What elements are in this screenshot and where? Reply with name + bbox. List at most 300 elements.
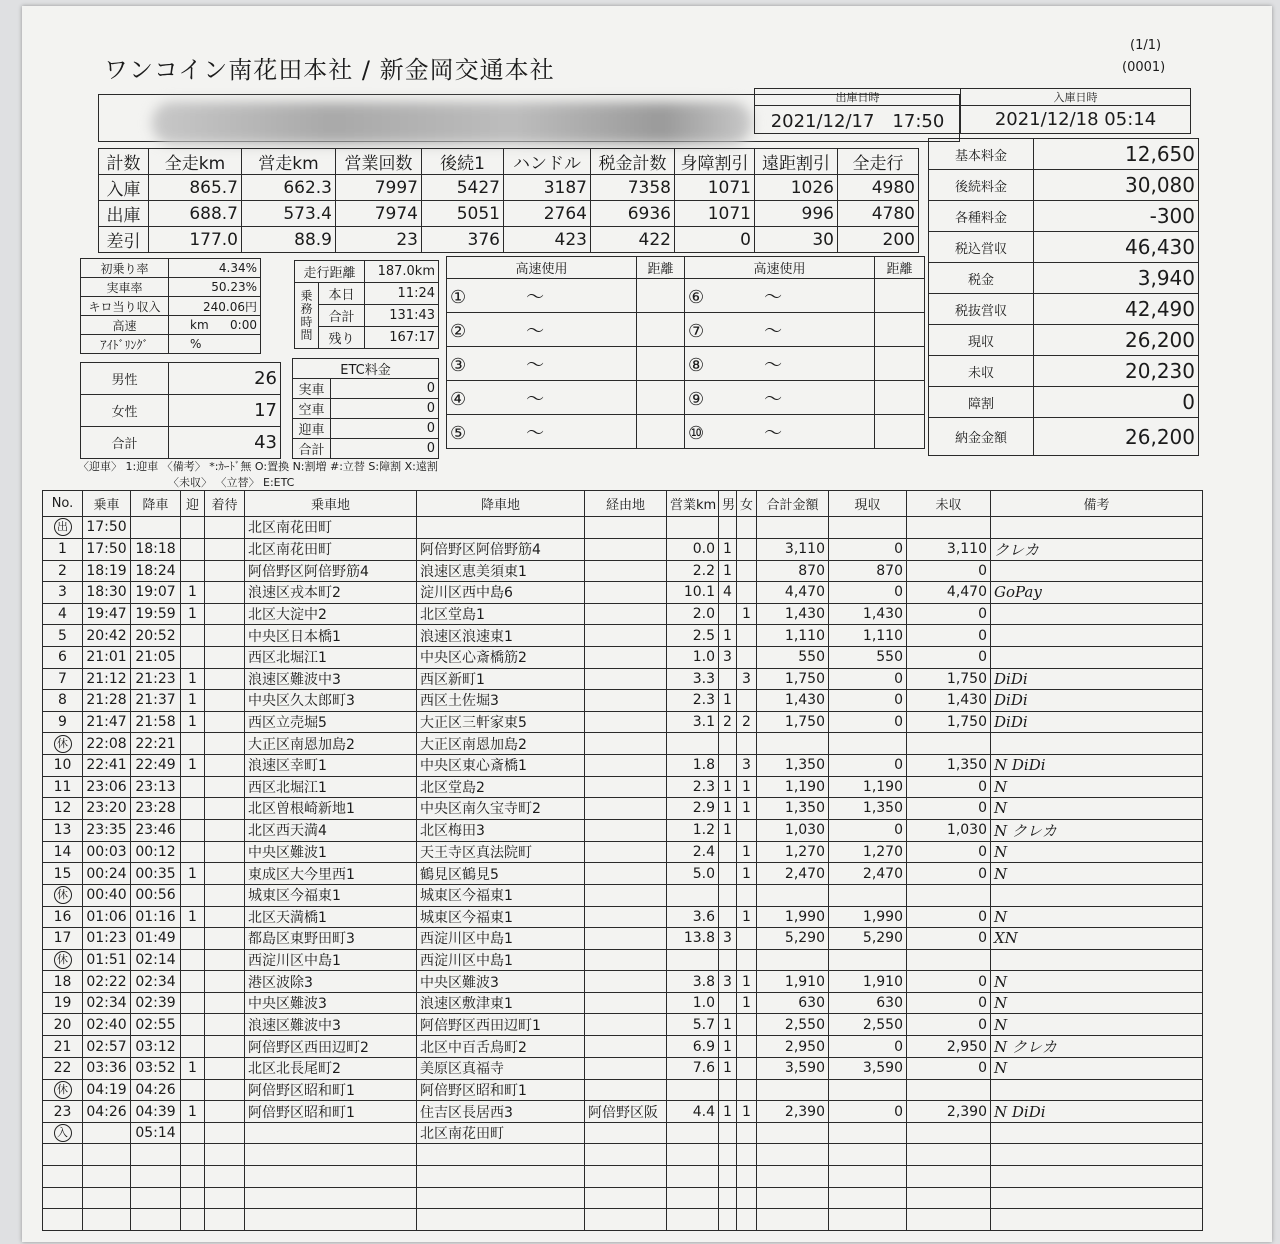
meter-cell: 688.7 <box>149 201 242 227</box>
trip-cell: 22:49 <box>131 754 181 776</box>
trip-cell <box>991 1166 1203 1188</box>
trip-cell <box>205 1144 245 1166</box>
trip-cell: 1,750 <box>907 668 991 690</box>
meter-header: 遠距割引 <box>755 149 838 175</box>
meter-row <box>99 175 919 201</box>
trip-cell <box>585 646 667 668</box>
rate-row <box>81 335 261 354</box>
trip-cell: 浪速区戎本町2 <box>245 582 417 604</box>
trip-cell: 中央区難波3 <box>245 992 417 1014</box>
remark-text: N クレカ <box>994 1038 1057 1057</box>
trip-cell <box>181 928 205 950</box>
rate-row <box>81 278 261 297</box>
highway-distance <box>637 347 685 381</box>
duty-row-label: 本日 <box>319 283 365 305</box>
meter-cell: 7358 <box>591 175 675 201</box>
trip-cell: 8 <box>43 690 83 712</box>
trip-cell <box>585 819 667 841</box>
trip-cell <box>417 1187 585 1209</box>
trip-cell: 23 <box>43 1101 83 1123</box>
trip-cell: 02:34 <box>83 992 131 1014</box>
fee-row <box>929 263 1199 294</box>
trip-cell: 北区梅田3 <box>417 819 585 841</box>
trip-cell <box>585 754 667 776</box>
trip-row <box>43 538 1203 560</box>
trip-cell: 3.8 <box>667 971 719 993</box>
trip-cell <box>991 603 1203 625</box>
trip-row <box>43 517 1203 539</box>
fee-row <box>929 356 1199 387</box>
trip-cell: 中央区南久宝寺町2 <box>417 798 585 820</box>
drive-time-table <box>294 260 439 349</box>
trip-cell: 西区新町1 <box>417 668 585 690</box>
trip-cell <box>205 1187 245 1209</box>
rate-number: 50.23% <box>211 280 257 294</box>
trip-cell <box>181 1144 205 1166</box>
circled-marker: 休 <box>54 735 72 753</box>
trip-cell: 23:46 <box>131 819 181 841</box>
trip-cell <box>585 906 667 928</box>
gender-row <box>81 363 281 395</box>
trip-cell: 1,110 <box>757 625 829 647</box>
trip-cell: 3.1 <box>667 711 719 733</box>
trip-cell <box>205 863 245 885</box>
trip-cell <box>907 1209 991 1231</box>
trip-cell <box>757 1209 829 1231</box>
trip-cell <box>43 1122 83 1144</box>
trip-cell <box>907 733 991 755</box>
trip-row <box>43 1079 1203 1101</box>
trip-cell: 1 <box>719 1101 737 1123</box>
trip-cell: 0 <box>907 906 991 928</box>
trip-row <box>43 1122 1203 1144</box>
trip-cell: 00:56 <box>131 884 181 906</box>
trip-cell: 阿倍野区昭和町1 <box>417 1079 585 1101</box>
trip-cell: 1 <box>737 841 757 863</box>
highway-slot <box>685 313 875 347</box>
trip-cell: 1 <box>181 603 205 625</box>
trip-cell: 7 <box>43 668 83 690</box>
trip-row <box>43 798 1203 820</box>
trip-cell: 0 <box>907 841 991 863</box>
trip-cell: 0 <box>829 711 907 733</box>
trip-cell <box>719 1122 737 1144</box>
trip-cell: 1 <box>719 819 737 841</box>
page-number: (1/1) <box>1130 38 1162 53</box>
trip-row <box>43 949 1203 971</box>
trip-cell <box>991 1144 1203 1166</box>
trip-cell: 1,030 <box>907 819 991 841</box>
trip-cell: 19:07 <box>131 582 181 604</box>
trip-cell <box>43 1166 83 1188</box>
trip-cell <box>991 1079 1203 1101</box>
trip-cell: 13 <box>43 819 83 841</box>
remark-text: N DiDi <box>994 1102 1046 1121</box>
trip-cell: 0 <box>907 625 991 647</box>
return-datetime: 2021/12/18 05:14 <box>961 106 1191 134</box>
trip-cell: 23:13 <box>131 776 181 798</box>
rate-value <box>169 316 261 335</box>
trip-cell: 2,470 <box>757 863 829 885</box>
trip-cell <box>991 863 1203 885</box>
trip-cell: 中央区久太郎町3 <box>245 690 417 712</box>
trip-row <box>43 1014 1203 1036</box>
highway-slot <box>447 313 637 347</box>
trip-cell <box>585 582 667 604</box>
trip-cell: 1 <box>719 1014 737 1036</box>
trip-cell <box>205 798 245 820</box>
trip-cell: 5 <box>43 625 83 647</box>
etc-row <box>293 379 439 399</box>
fee-value: 26,200 <box>1034 418 1199 456</box>
meter-cell: 23 <box>336 227 422 253</box>
trip-cell <box>205 690 245 712</box>
trip-cell <box>205 819 245 841</box>
trip-cell: 1,430 <box>757 690 829 712</box>
trip-cell: 1.8 <box>667 754 719 776</box>
trip-row <box>43 646 1203 668</box>
trip-cell: 21:37 <box>131 690 181 712</box>
etc-row <box>293 419 439 439</box>
trip-cell <box>719 603 737 625</box>
highway-tilde: ～ <box>526 354 545 376</box>
trip-cell <box>667 1144 719 1166</box>
trip-cell: 西区北堀江1 <box>245 776 417 798</box>
remark-text: N <box>994 843 1008 862</box>
trip-cell: 18 <box>43 971 83 993</box>
trip-cell: 浪速区浪速東1 <box>417 625 585 647</box>
trip-cell: 阿倍野区昭和町1 <box>245 1079 417 1101</box>
trip-cell: 0 <box>907 928 991 950</box>
trip-cell <box>205 841 245 863</box>
trip-cell <box>737 884 757 906</box>
trip-cell: 北区南花田町 <box>245 538 417 560</box>
trip-cell <box>181 1166 205 1188</box>
trip-cell: 1 <box>719 1036 737 1058</box>
trip-row <box>43 754 1203 776</box>
trip-cell <box>585 1014 667 1036</box>
trip-cell: 2,950 <box>907 1036 991 1058</box>
trip-cell <box>245 1166 417 1188</box>
trip-cell <box>667 949 719 971</box>
trip-cell <box>205 668 245 690</box>
fee-value: 42,490 <box>1034 294 1199 325</box>
trip-cell: 21:23 <box>131 668 181 690</box>
trip-cell <box>205 992 245 1014</box>
trip-cell <box>757 733 829 755</box>
trip-cell <box>585 992 667 1014</box>
trip-cell: 0.0 <box>667 538 719 560</box>
meter-header-row <box>99 149 919 175</box>
trip-cell <box>757 1079 829 1101</box>
circled-marker: 入 <box>54 1124 72 1142</box>
trip-cell <box>43 1079 83 1101</box>
meter-cell: 996 <box>755 201 838 227</box>
trip-cell: 00:40 <box>83 884 131 906</box>
trip-row <box>43 668 1203 690</box>
trip-cell <box>991 582 1203 604</box>
trip-column-header: 男 <box>719 491 737 517</box>
trip-cell <box>829 733 907 755</box>
trip-cell <box>667 1122 719 1144</box>
trip-cell <box>585 668 667 690</box>
trip-cell: 1,190 <box>829 776 907 798</box>
highway-use-label: 高速使用 <box>447 257 637 279</box>
trip-cell: 3 <box>719 971 737 993</box>
trip-cell: 18:18 <box>131 538 181 560</box>
trip-cell: 北区北長尾町2 <box>245 1058 417 1080</box>
fee-label: 障割 <box>929 387 1034 418</box>
trip-cell <box>757 1166 829 1188</box>
trip-cell: 1,350 <box>757 754 829 776</box>
trip-row <box>43 971 1203 993</box>
highway-distance <box>875 415 925 449</box>
fee-value: 20,230 <box>1034 356 1199 387</box>
trip-cell: 1 <box>181 906 205 928</box>
trip-cell <box>205 560 245 582</box>
trip-column-header: 降車地 <box>417 491 585 517</box>
trip-cell: 鶴見区鶴見5 <box>417 863 585 885</box>
trip-cell: 16 <box>43 906 83 928</box>
trip-cell: 5.0 <box>667 863 719 885</box>
rate-label: 初乗り率 <box>81 259 169 278</box>
trip-row <box>43 819 1203 841</box>
trip-cell: 1,910 <box>829 971 907 993</box>
trip-row-empty <box>43 1144 1203 1166</box>
trip-cell: 0 <box>907 560 991 582</box>
trip-cell: 17:50 <box>83 517 131 539</box>
trip-cell <box>907 1144 991 1166</box>
trip-cell <box>205 884 245 906</box>
trip-cell: 3 <box>719 646 737 668</box>
trip-cell: 0 <box>907 1058 991 1080</box>
trip-cell: 1,190 <box>757 776 829 798</box>
trip-cell: 西区北堀江1 <box>245 646 417 668</box>
trip-cell <box>757 884 829 906</box>
trip-cell <box>737 949 757 971</box>
trip-cell: 20:42 <box>83 625 131 647</box>
trip-cell: 1 <box>181 711 205 733</box>
meter-header: ハンドル <box>504 149 591 175</box>
gender-count: 17 <box>169 395 281 427</box>
trip-cell <box>205 754 245 776</box>
trip-cell <box>181 884 205 906</box>
trip-cell: 11 <box>43 776 83 798</box>
meter-row <box>99 201 919 227</box>
trip-cell: 浪速区難波中3 <box>245 1014 417 1036</box>
circled-marker: 休 <box>54 1081 72 1099</box>
trip-cell <box>667 733 719 755</box>
trip-cell: 阿倍野区西田辺町1 <box>417 1014 585 1036</box>
trip-cell <box>991 690 1203 712</box>
meter-cell: 573.4 <box>242 201 336 227</box>
remark-text: N クレカ <box>994 821 1057 840</box>
datetime-table <box>754 88 1191 134</box>
trip-cell <box>585 863 667 885</box>
trip-cell: 0 <box>907 863 991 885</box>
trip-cell: 4 <box>43 603 83 625</box>
trip-cell: 1 <box>737 863 757 885</box>
trip-cell <box>43 1187 83 1209</box>
trip-cell: 2,390 <box>757 1101 829 1123</box>
etc-value: 0 <box>331 439 439 459</box>
highway-distance <box>875 381 925 415</box>
trip-cell: 03:36 <box>83 1058 131 1080</box>
trip-cell <box>991 560 1203 582</box>
trip-cell: 1 <box>181 690 205 712</box>
trip-cell <box>181 1036 205 1058</box>
trip-cell: 都島区東野田町3 <box>245 928 417 950</box>
fee-label: 後続料金 <box>929 170 1034 201</box>
trip-cell <box>205 776 245 798</box>
trip-column-header: 女 <box>737 491 757 517</box>
meter-cell: 5427 <box>422 175 504 201</box>
fee-value: 46,430 <box>1034 232 1199 263</box>
trip-cell: 北区中百舌鳥町2 <box>417 1036 585 1058</box>
trip-cell: 1,990 <box>829 906 907 928</box>
trip-cell <box>417 1144 585 1166</box>
trip-cell: 870 <box>757 560 829 582</box>
trip-cell <box>991 1187 1203 1209</box>
trip-cell: 1 <box>181 582 205 604</box>
trip-cell <box>205 1209 245 1231</box>
trip-cell <box>907 1166 991 1188</box>
trip-column-header: 降車 <box>131 491 181 517</box>
trip-cell <box>991 819 1203 841</box>
highway-slot-number: ⑩ <box>688 422 705 444</box>
trip-cell <box>907 1079 991 1101</box>
trip-cell <box>205 928 245 950</box>
trip-cell: 0 <box>829 1036 907 1058</box>
trip-cell <box>585 949 667 971</box>
trip-cell: 4,470 <box>907 582 991 604</box>
trip-cell <box>181 971 205 993</box>
trip-cell: 4.4 <box>667 1101 719 1123</box>
trip-cell <box>585 884 667 906</box>
rate-number: 240.06円 <box>203 299 257 314</box>
trip-cell <box>667 884 719 906</box>
trip-cell <box>181 1209 205 1231</box>
trip-cell <box>181 841 205 863</box>
trip-cell <box>181 1014 205 1036</box>
trip-column-header: 経由地 <box>585 491 667 517</box>
trip-cell: 1,430 <box>757 603 829 625</box>
trip-row <box>43 733 1203 755</box>
trip-cell: 01:51 <box>83 949 131 971</box>
trip-cell: 2.0 <box>667 603 719 625</box>
trip-cell <box>829 1209 907 1231</box>
duty-row-label: 残り <box>319 327 365 349</box>
fee-row <box>929 387 1199 418</box>
trip-cell <box>667 1187 719 1209</box>
trip-cell: 東成区大今里西1 <box>245 863 417 885</box>
trip-cell <box>205 1166 245 1188</box>
highway-slot <box>685 279 875 313</box>
trip-cell <box>737 517 757 539</box>
trip-cell: 3 <box>737 668 757 690</box>
etc-label: 合計 <box>293 439 331 459</box>
trip-cell: 19:47 <box>83 603 131 625</box>
trip-cell: 1 <box>181 1058 205 1080</box>
trip-cell <box>43 884 83 906</box>
trip-cell <box>585 517 667 539</box>
trip-cell: 04:19 <box>83 1079 131 1101</box>
trip-cell: 1,430 <box>907 690 991 712</box>
highway-distance <box>875 279 925 313</box>
trip-cell: 1 <box>181 668 205 690</box>
highway-use-label: 高速使用 <box>685 257 875 279</box>
meter-cell: 1071 <box>675 175 755 201</box>
trip-cell <box>907 949 991 971</box>
trip-cell: 17:50 <box>83 538 131 560</box>
legend-line: 〈迎車〉 1:迎車 〈備考〉 *:ｶｰﾄﾞ無 O:置換 N:割増 #:立替 S:障割 X:遠割 <box>78 460 438 473</box>
trip-cell <box>737 582 757 604</box>
trip-cell <box>907 1122 991 1144</box>
distance-label: 走行距離 <box>295 261 365 283</box>
meter-cell: 7997 <box>336 175 422 201</box>
trip-cell: 2.3 <box>667 776 719 798</box>
trip-cell: 0 <box>907 603 991 625</box>
trip-cell: 2 <box>43 560 83 582</box>
trip-cell: 城東区今福東1 <box>245 884 417 906</box>
trip-cell: 870 <box>829 560 907 582</box>
trip-cell <box>737 928 757 950</box>
trip-cell: 0 <box>829 754 907 776</box>
trip-cell <box>991 971 1203 993</box>
trip-cell: 阿倍野区阪 <box>585 1101 667 1123</box>
highway-distance-label: 距離 <box>637 257 685 279</box>
trip-cell <box>737 1058 757 1080</box>
trip-cell: 中央区難波3 <box>417 971 585 993</box>
trip-cell <box>719 517 737 539</box>
trip-column-header: 乗車 <box>83 491 131 517</box>
trip-cell <box>43 733 83 755</box>
meter-header: 全走行 <box>838 149 919 175</box>
trip-cell <box>585 1209 667 1231</box>
trip-cell <box>737 538 757 560</box>
meter-cell: 423 <box>504 227 591 253</box>
trip-cell <box>205 906 245 928</box>
trip-cell: 1 <box>737 971 757 993</box>
trip-cell: 中央区日本橋1 <box>245 625 417 647</box>
etc-fee-table <box>292 358 439 459</box>
trip-cell: 14 <box>43 841 83 863</box>
trip-cell <box>585 625 667 647</box>
trip-cell <box>585 776 667 798</box>
trip-cell: 19:59 <box>131 603 181 625</box>
rate-table <box>80 258 261 354</box>
trip-cell: 2.5 <box>667 625 719 647</box>
meter-cell: 4980 <box>838 175 919 201</box>
trip-cell: 2.4 <box>667 841 719 863</box>
remark-text: DiDi <box>994 713 1028 732</box>
trip-cell <box>991 625 1203 647</box>
trip-cell: 2,550 <box>829 1014 907 1036</box>
highway-slot-number: ⑧ <box>688 354 705 376</box>
rate-label: ｱｲﾄﾞﾘﾝｸﾞ <box>81 335 169 354</box>
trip-cell: 21:58 <box>131 711 181 733</box>
meter-header: 後続1 <box>422 149 504 175</box>
trip-cell: 12 <box>43 798 83 820</box>
trip-row <box>43 1101 1203 1123</box>
trip-cell <box>181 776 205 798</box>
redacted-area <box>152 102 752 144</box>
meter-cell: 2764 <box>504 201 591 227</box>
trip-cell <box>205 517 245 539</box>
trip-cell <box>737 1144 757 1166</box>
highway-slot-number: ① <box>450 286 467 308</box>
highway-distance <box>637 381 685 415</box>
